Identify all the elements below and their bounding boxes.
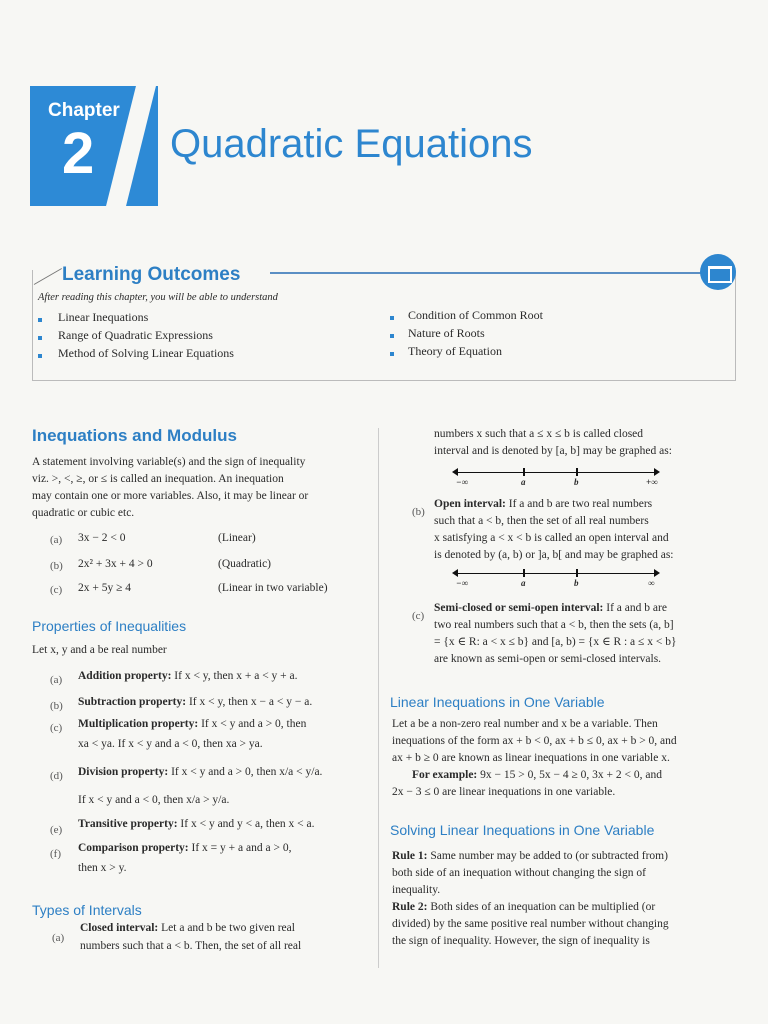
intro-paragraph: A statement involving variable(s) and the sign of inequality viz. >, <, ≥, or ≤ is called an inequation. An inequation may contain one or more variables. Also, it may be linear or quadratic or cubic etc. bbox=[32, 456, 309, 519]
outcome-item: Condition of Common Root bbox=[408, 308, 544, 322]
column-divider bbox=[378, 428, 379, 968]
closed-interval-continuation: numbers x such that a ≤ x ≤ b is called closed interval and is denoted by [a, b] may be graphed as: bbox=[434, 428, 672, 457]
closed-interval-cont: numbers such that a < b. Then, the set of all real bbox=[80, 940, 302, 952]
bullet-icon bbox=[390, 334, 394, 338]
prop-label: (a) bbox=[50, 674, 63, 686]
prop-label: (c) bbox=[50, 722, 63, 734]
multiplication-property-cont: xa < ya. If x < y and a < 0, then xa > ya. bbox=[78, 738, 263, 750]
prop-label: (f) bbox=[50, 848, 61, 860]
outcomes-title: Learning Outcomes bbox=[62, 264, 241, 285]
example-label: (c) bbox=[50, 584, 63, 596]
heading-properties: Properties of Inequalities bbox=[32, 618, 187, 634]
open-interval: Open interval: If a and b are two real numbers such that a < b, then the set of all real numbers x satisfying a < x < b is called an open interval and is denoted by (a, b) or ]a, b[ and may be graphed as: bbox=[434, 498, 674, 561]
transitive-property: Transitive property: If x < y and y < a, then x < a. bbox=[78, 818, 315, 830]
book-icon bbox=[700, 254, 736, 290]
interval-label: (c) bbox=[412, 610, 425, 622]
prop-label: (d) bbox=[50, 770, 63, 782]
prop-label: (e) bbox=[50, 824, 63, 836]
example-type: (Linear in two variable) bbox=[218, 582, 328, 594]
interval-label: (a) bbox=[52, 932, 65, 944]
outcomes-rule bbox=[270, 272, 702, 274]
multiplication-property: Multiplication property: If x < y and a > 0, then bbox=[78, 718, 307, 730]
bullet-icon bbox=[390, 316, 394, 320]
prop-label: (b) bbox=[50, 700, 63, 712]
addition-property: Addition property: If x < y, then x + a < y + a. bbox=[78, 670, 298, 682]
example-type: (Quadratic) bbox=[218, 558, 271, 570]
bullet-icon bbox=[38, 336, 42, 340]
example-expr: 2x + 5y ≥ 4 bbox=[78, 582, 132, 594]
learning-outcomes-box bbox=[32, 270, 736, 381]
example-label: (b) bbox=[50, 560, 63, 572]
comparison-property-cont: then x > y. bbox=[78, 862, 127, 874]
outcomes-intro: After reading this chapter, you will be able to understand bbox=[38, 292, 278, 303]
heading-solving: Solving Linear Inequations in One Variable bbox=[390, 822, 655, 838]
chapter-word: Chapter bbox=[48, 100, 120, 121]
bullet-icon bbox=[390, 352, 394, 356]
outcome-item: Linear Inequations bbox=[58, 310, 149, 324]
linear-inequations-text: Let a be a non-zero real number and x be a variable. Then inequations of the form ax + b < 0, ax + b ≤ 0, ax + b > 0, and ax + b ≥ 0 are known as linear inequations in one variable x. For example: 9x − 15 > 0, 5x − 4 ≥ 0, 3x + 2 < 0, and 2x − 3 ≤ 0 are linear inequations in one variable. bbox=[392, 718, 677, 798]
rules-text: Rule 1: Same number may be added to (or subtracted from) both side of an inequation without changing the sign of inequality. Rule 2: Both sides of an inequation can be multiplied (or divided) by the same positive real number without changing the sign of inequality. However, the sign of inequality is bbox=[392, 850, 669, 947]
let-statement: Let x, y and a be real number bbox=[32, 644, 167, 656]
example-type: (Linear) bbox=[218, 532, 256, 544]
outcome-item: Theory of Equation bbox=[408, 344, 502, 358]
outcome-item: Nature of Roots bbox=[408, 326, 485, 340]
heading-intervals: Types of Intervals bbox=[32, 902, 142, 918]
outcome-item: Method of Solving Linear Equations bbox=[58, 346, 234, 360]
comparison-property: Comparison property: If x = y + a and a > 0, bbox=[78, 842, 292, 854]
heading-linear-inequations: Linear Inequations in One Variable bbox=[390, 694, 605, 710]
division-property: Division property: If x < y and a > 0, then x/a < y/a. bbox=[78, 766, 323, 778]
chapter-title: Quadratic Equations bbox=[170, 122, 533, 166]
bullet-icon bbox=[38, 318, 42, 322]
heading-inequations: Inequations and Modulus bbox=[32, 426, 237, 445]
closed-interval: Closed interval: Let a and b be two given real bbox=[80, 922, 295, 934]
subtraction-property: Subtraction property: If x < y, then x − a < y − a. bbox=[78, 696, 313, 708]
division-property-cont: If x < y and a < 0, then x/a > y/a. bbox=[78, 794, 230, 806]
semi-open-interval: Semi-closed or semi-open interval: If a and b are two real numbers such that a < b, then the sets (a, b] = {x ∈ R: a < x ≤ b} and [a, b) = {x ∈ R : a ≤ x < b} are known as semi-open or semi-closed intervals. bbox=[434, 602, 677, 665]
example-label: (a) bbox=[50, 534, 63, 546]
outcome-item: Range of Quadratic Expressions bbox=[58, 328, 213, 342]
example-expr: 2x² + 3x + 4 > 0 bbox=[78, 558, 153, 570]
interval-label: (b) bbox=[412, 506, 425, 518]
bullet-icon bbox=[38, 354, 42, 358]
example-expr: 3x − 2 < 0 bbox=[78, 532, 126, 544]
chapter-number: 2 bbox=[62, 121, 95, 186]
